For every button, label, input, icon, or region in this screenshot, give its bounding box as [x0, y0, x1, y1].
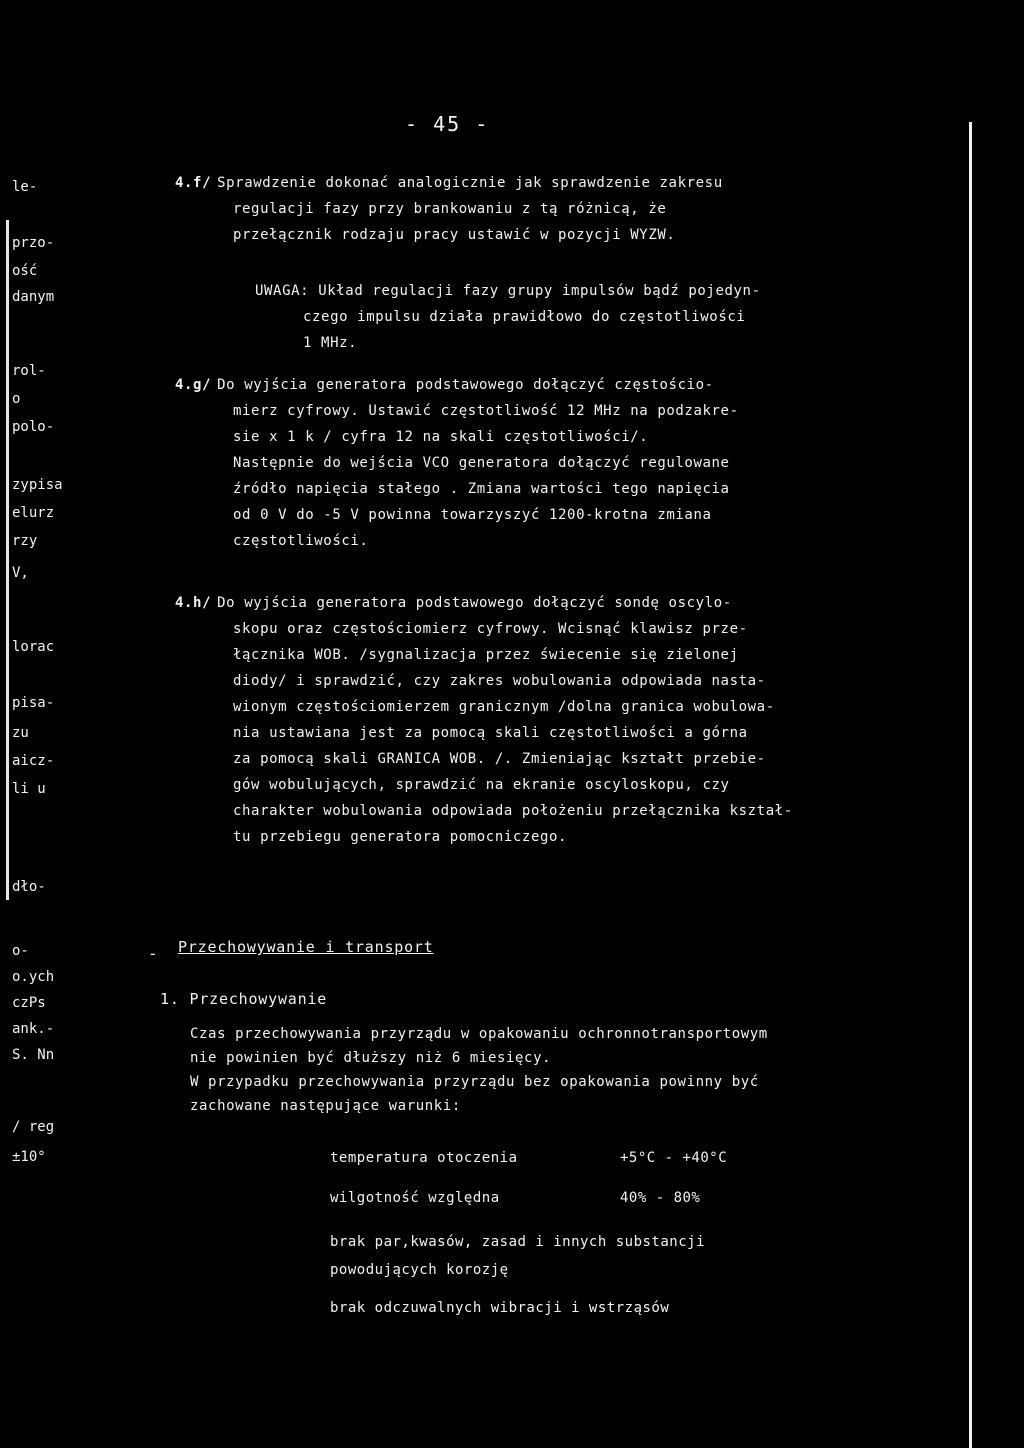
item-marker: 4.f/	[175, 175, 212, 191]
right-margin-rule	[969, 122, 972, 1448]
paragraph-line: charakter wobulowania odpowiada położeniu przełącznika kształ-	[233, 803, 793, 819]
paragraph-line: źródło napięcia stałego . Zmiana wartości tego napięcia	[233, 481, 730, 497]
margin-fragment: le-	[12, 179, 38, 195]
margin-fragment: przo-	[12, 235, 55, 251]
paragraph-line: gów wobulujących, sprawdzić na ekranie oscyloskopu, czy	[233, 777, 730, 793]
margin-fragment: czPs	[12, 995, 46, 1011]
paragraph-line: Do wyjścia generatora podstawowego dołączyć częstościo-	[217, 377, 714, 393]
item-marker: 4.g/	[175, 377, 212, 393]
margin-fragment: ank.-	[12, 1021, 55, 1037]
paragraph-line: skopu oraz częstościomierz cyfrowy. Wcisnąć klawisz prze-	[233, 621, 748, 637]
paragraph-line: Sprawdzenie dokonać analogicznie jak sprawdzenie zakresu	[217, 175, 723, 191]
paragraph-4f	[175, 170, 875, 248]
paragraph-line: łącznika WOB. /sygnalizacja przez świecenie się zielonej	[233, 647, 739, 663]
paragraph-4h	[175, 590, 875, 850]
margin-fragment: li u	[12, 781, 46, 797]
condition-line: brak par,kwasów, zasad i innych substancji	[330, 1234, 706, 1250]
paragraph-4g	[175, 372, 875, 554]
section-title: Przechowywanie i transport	[178, 938, 434, 956]
margin-fragment: S. Nn	[12, 1047, 55, 1063]
margin-fragment: polo-	[12, 419, 55, 435]
condition-value: +5°C - +40°C	[620, 1150, 728, 1166]
paragraph-line: Do wyjścia generatora podstawowego dołączyć sondę oscylo-	[217, 595, 732, 611]
paragraph-line: Następnie do wejścia VCO generatora dołączyć regulowane	[233, 455, 730, 471]
item-marker: 4.h/	[175, 595, 212, 611]
subsection-heading: 1. Przechowywanie	[160, 990, 328, 1008]
paragraph-line: diody/ i sprawdzić, czy zakres wobulowania odpowiada nasta-	[233, 673, 766, 689]
margin-fragment: o	[12, 391, 21, 407]
note-block	[255, 278, 875, 356]
margin-fragment: ±10°	[12, 1149, 46, 1165]
note-line: UWAGA: Układ regulacji fazy grupy impulsów bądź pojedyn-	[255, 283, 761, 299]
margin-fragment: o-	[12, 943, 29, 959]
paragraph-line: tu przebiegu generatora pomocniczego.	[233, 829, 568, 845]
margin-fragment: danym	[12, 289, 55, 305]
storage-line: Czas przechowywania przyrządu w opakowaniu ochronnotransportowym	[190, 1026, 768, 1042]
paragraph-line: przełącznik rodzaju pracy ustawić w pozycji WYZW.	[233, 227, 676, 243]
margin-fragment: lorac	[12, 639, 55, 655]
paragraph-line: sie x 1 k / cyfra 12 na skali częstotliwości/.	[233, 429, 649, 445]
margin-fragment: / reg	[12, 1119, 55, 1135]
margin-fragment: o.ych	[12, 969, 55, 985]
margin-fragment: pisa-	[12, 695, 55, 711]
storage-line: W przypadku przechowywania przyrządu bez opakowania powinny być	[190, 1074, 759, 1090]
condition-label: wilgotność względna	[330, 1190, 500, 1206]
storage-line: nie powinien być dłuższy niż 6 miesięcy.	[190, 1050, 552, 1066]
margin-fragment: elurz	[12, 505, 55, 521]
storage-line: zachowane następujące warunki:	[190, 1098, 461, 1114]
paragraph-line: częstotliwości.	[233, 533, 369, 549]
paragraph-line: od 0 V do -5 V powinna towarzyszyć 1200-krotna zmiana	[233, 507, 712, 523]
margin-fragment: rzy	[12, 533, 38, 549]
condition-line: powodujących korozję	[330, 1262, 509, 1278]
condition-line: brak odczuwalnych wibracji i wstrząsów	[330, 1300, 670, 1316]
condition-label: temperatura otoczenia	[330, 1150, 518, 1166]
storage-paragraph	[190, 1022, 880, 1118]
margin-fragment: aicz-	[12, 753, 55, 769]
margin-fragment: zu	[12, 725, 29, 741]
margin-fragment: V,	[12, 565, 29, 581]
section-dash: -	[148, 944, 158, 963]
paragraph-line: nia ustawiana jest za pomocą skali częstotliwości a górna	[233, 725, 748, 741]
paragraph-line: regulacji fazy przy brankowaniu z tą różnicą, że	[233, 201, 667, 217]
condition-value: 40% - 80%	[620, 1190, 701, 1206]
paragraph-line: za pomocą skali GRANICA WOB. /. Zmieniając kształt przebie-	[233, 751, 766, 767]
margin-fragment: rol-	[12, 363, 46, 379]
margin-fragment: zypisa	[12, 477, 63, 493]
paragraph-line: wionym częstościomierzem granicznym /dolna granica wobulowa-	[233, 699, 775, 715]
margin-fragment: ość	[12, 263, 38, 279]
left-margin-fragments	[0, 170, 125, 1170]
condition-row	[330, 1190, 810, 1206]
condition-row	[330, 1150, 810, 1166]
note-line: czego impulsu działa prawidłowo do częstotliwości	[303, 309, 746, 325]
paragraph-line: mierz cyfrowy. Ustawić częstotliwość 12 MHz na podzakre-	[233, 403, 739, 419]
margin-fragment: dło-	[12, 879, 46, 895]
page-number: - 45 -	[405, 112, 490, 136]
note-line: 1 MHz.	[303, 335, 358, 351]
